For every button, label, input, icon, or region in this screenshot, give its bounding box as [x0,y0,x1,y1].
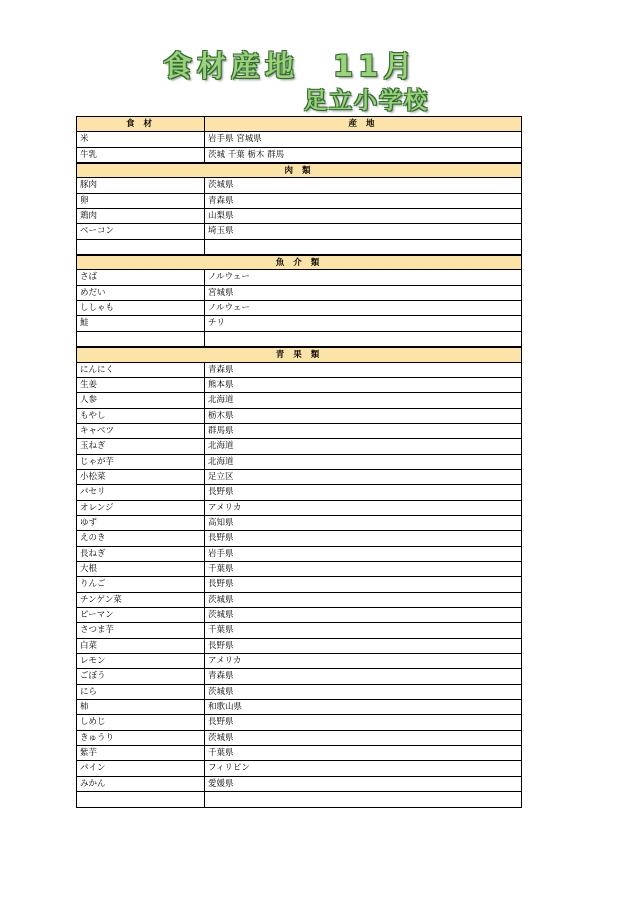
origin-cell: 茨城県 [208,732,234,743]
table-row [77,777,521,792]
table-row [77,593,521,608]
origin-cell: 栃木県 [208,410,234,421]
table-row [77,608,521,623]
table-row [77,669,521,684]
table-row [77,393,521,408]
table-body [77,132,521,807]
food-cell [77,792,205,807]
food-cell: 牛乳 [77,148,205,162]
origin-cell: 茨城県 [208,686,234,697]
food-cell: 豚肉 [77,178,205,192]
origin-cell: 山梨県 [208,211,234,222]
table-row [77,363,521,378]
table-row [77,470,521,485]
page-title: 食材産地 11月 [163,49,418,83]
table-row [77,316,521,331]
table-row [77,746,521,761]
food-cell: 米 [77,132,205,146]
table-row [77,409,521,424]
origin-cell [205,240,521,254]
origin-cell: 和歌山県 [208,702,243,713]
food-cell: ゆず [77,516,205,530]
food-cell: 柿 [77,700,205,714]
origin-cell: 長野県 [208,579,234,590]
category-label: 青 果 類 [275,350,323,361]
category-row [77,255,521,270]
origin-cell: 北海道 [208,395,234,406]
table-row [77,194,521,209]
origin-cell: 埼玉県 [208,226,234,237]
food-cell: さば [77,270,205,284]
food-cell: 大根 [77,562,205,576]
origin-cell: 青森県 [208,364,234,375]
food-cell: さつま芋 [77,623,205,637]
table-row [77,623,521,638]
table-row [77,654,521,669]
food-cell: キャベツ [77,424,205,438]
table-row [77,270,521,285]
food-cell: 鮭 [77,316,205,330]
table-row [77,685,521,700]
origin-cell: 岩手県 宮城県 [208,134,262,145]
table-row [77,577,521,592]
food-cell: パセリ [77,485,205,499]
table-row [77,731,521,746]
table-row [77,501,521,516]
origin-cell: 熊本県 [208,379,234,390]
origin-cell: 青森県 [208,671,234,682]
table-row [77,301,521,316]
table-row [77,516,521,531]
food-cell: 鶏肉 [77,209,205,223]
category-label: 肉 類 [284,166,314,177]
food-cell: 紫芋 [77,746,205,760]
origin-cell: 長野県 [208,487,234,498]
table-row [77,439,521,454]
table-row [77,700,521,715]
origin-column-header: 産 地 [348,119,378,129]
food-cell: しめじ [77,715,205,729]
food-cell: オレンジ [77,501,205,515]
food-cell: レモン [77,654,205,668]
ingredient-origin-table [76,116,522,808]
food-cell: 生姜 [77,378,205,392]
table-row [77,547,521,562]
category-row [77,347,521,362]
food-cell: 長ねぎ [77,547,205,561]
table-row [77,761,521,776]
table-row [77,378,521,393]
food-cell: ししゃも [77,301,205,315]
origin-cell: 茨城県 [208,180,234,191]
origin-cell: 宮城県 [208,287,234,298]
origin-cell: 岩手県 [208,548,234,559]
origin-cell: 千葉県 [208,563,234,574]
food-cell [77,240,205,254]
table-row [77,531,521,546]
food-cell: ベーコン [77,224,205,238]
food-cell: 卵 [77,194,205,208]
food-cell: きゅうり [77,731,205,745]
food-cell: 玉ねぎ [77,439,205,453]
origin-cell: 千葉県 [208,748,234,759]
origin-cell: ノルウェー [208,272,250,283]
table-row [77,286,521,301]
origin-cell: アメリカ [208,656,242,667]
origin-cell: フィリピン [208,763,250,774]
origin-cell: 足立区 [208,471,234,482]
food-cell: にら [77,685,205,699]
table-row [77,455,521,470]
food-cell: めだい [77,286,205,300]
food-cell: りんご [77,577,205,591]
food-cell: パイン [77,761,205,775]
food-cell: みかん [77,777,205,791]
category-label: 魚 介 類 [275,258,323,269]
origin-cell: 北海道 [208,441,234,452]
table-row [77,132,521,147]
food-cell: じゃが芋 [77,455,205,469]
table-row [77,485,521,500]
food-cell: 白菜 [77,639,205,653]
food-cell: 小松菜 [77,470,205,484]
table-row [77,332,521,347]
food-cell: にんにく [77,363,205,377]
table-row [77,209,521,224]
table-row [77,240,521,255]
table-row [77,178,521,193]
table-row [77,715,521,730]
table-row [77,792,521,807]
school-name: 足立小学校 [304,88,429,114]
table-header-row [77,117,521,132]
food-cell: ピーマン [77,608,205,622]
food-cell: もやし [77,409,205,423]
origin-cell: 茨城 千葉 栃木 群馬 [208,149,285,160]
table-row [77,639,521,654]
origin-cell: アメリカ [208,502,242,513]
origin-cell: 群馬県 [208,425,234,436]
origin-cell: 長野県 [208,640,234,651]
category-row [77,163,521,178]
food-cell: 人参 [77,393,205,407]
food-cell [77,332,205,346]
origin-cell: 北海道 [208,456,234,467]
food-cell: ごぼう [77,669,205,683]
origin-cell: 茨城県 [208,594,234,605]
origin-cell [205,332,521,346]
origin-cell: ノルウェー [208,303,250,314]
origin-cell [205,792,521,807]
table-row [77,148,521,163]
table-row [77,224,521,239]
food-cell: えのき [77,531,205,545]
origin-cell: 青森県 [208,195,234,206]
origin-cell: 高知県 [208,517,234,528]
origin-cell: 長野県 [208,717,234,728]
origin-cell: 愛媛県 [208,778,234,789]
table-row [77,562,521,577]
origin-cell: 千葉県 [208,625,234,636]
food-column-header: 食 材 [77,117,205,131]
origin-cell: チリ [208,318,226,329]
food-cell: チンゲン菜 [77,593,205,607]
origin-cell: 茨城県 [208,610,234,620]
origin-cell: 長野県 [208,533,234,544]
table-row [77,424,521,439]
